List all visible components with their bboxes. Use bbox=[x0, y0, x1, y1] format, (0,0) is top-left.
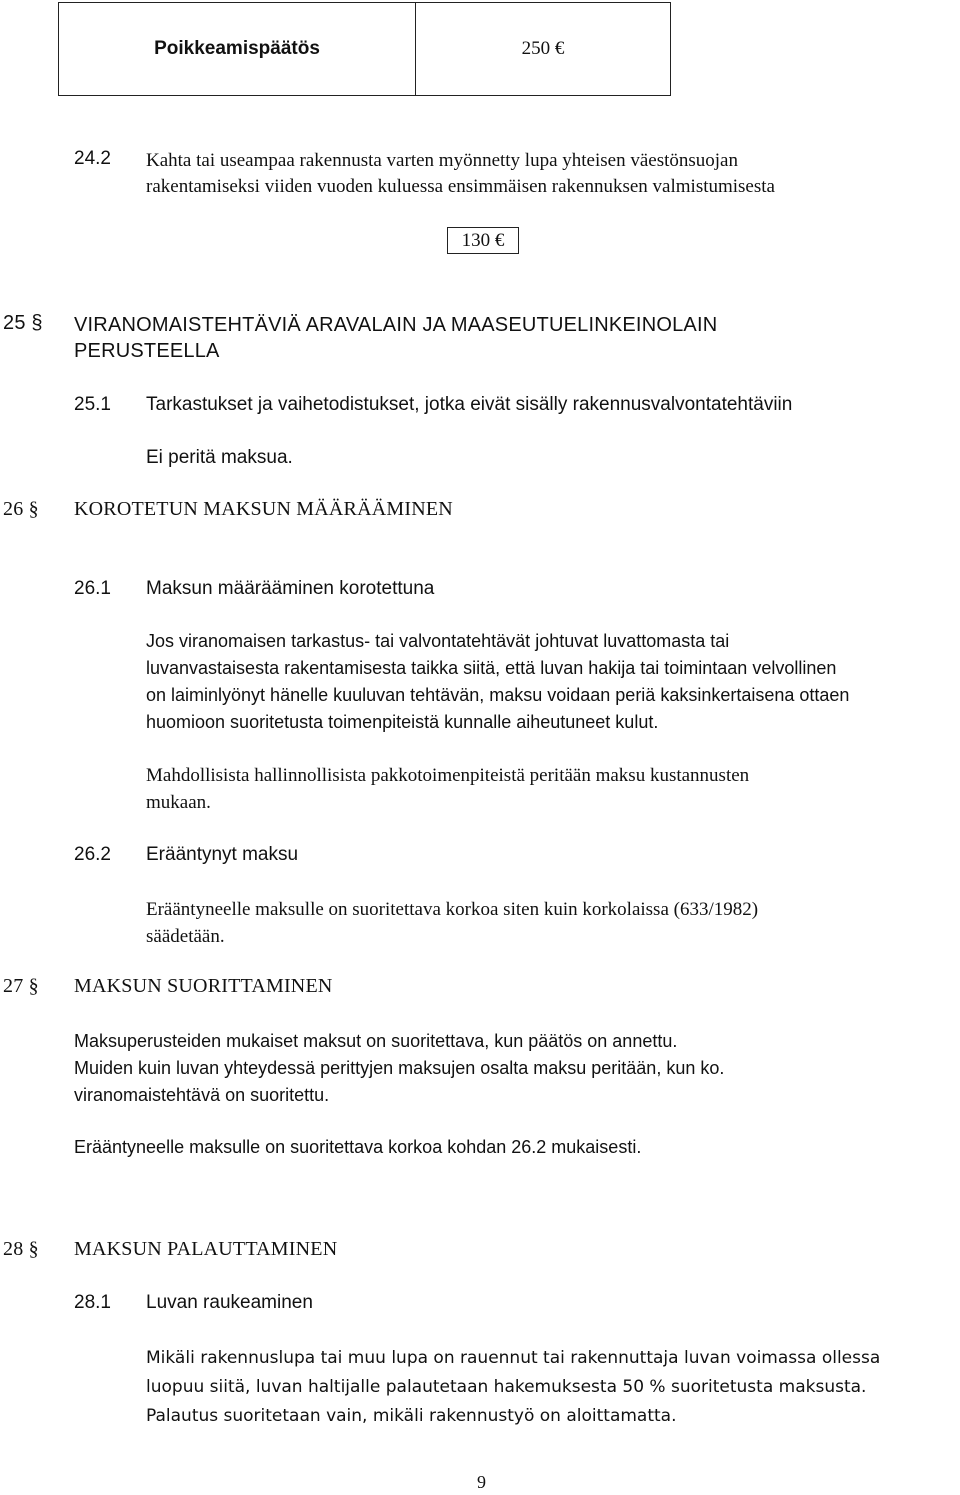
section-28-1-title: Luvan raukeaminen bbox=[146, 1292, 313, 1313]
section-25-heading bbox=[74, 311, 717, 340]
fee-table-title: Poikkeamispäätös bbox=[59, 3, 416, 95]
heading-line: PERUSTEELLA bbox=[74, 340, 220, 362]
section-26-2-paragraph bbox=[146, 896, 758, 950]
fee-table bbox=[58, 2, 671, 96]
section-26-1-title: Maksun määrääminen korotettuna bbox=[146, 578, 435, 599]
section-28-heading: MAKSUN PALAUTTAMINEN bbox=[74, 1238, 338, 1260]
section-28-1-paragraph bbox=[146, 1344, 880, 1431]
text-line: huomioon suoritetusta toimenpiteistä kunnalle aiheutuneet kulut. bbox=[146, 712, 659, 732]
text-line: Maksuperusteiden mukaiset maksut on suoritettava, kun päätös on annettu. bbox=[74, 1031, 678, 1051]
text-line: Jos viranomaisen tarkastus- tai valvontatehtävät johtuvat luvattomasta tai bbox=[146, 631, 730, 651]
section-number-27: 27 § bbox=[3, 975, 39, 997]
section-number-25-1: 25.1 bbox=[74, 394, 111, 415]
section-number-25: 25 § bbox=[3, 312, 43, 334]
section-number-26-2: 26.2 bbox=[74, 844, 111, 865]
text-line: Erääntyneelle maksulle on suoritettava korkoa siten kuin korkolaissa (633/1982) bbox=[146, 899, 759, 920]
section-number-24-2: 24.2 bbox=[74, 148, 111, 169]
text-line: luopuu siitä, luvan haltijalle palautetaan hakemuksesta 50 % suoritetusta maksusta. bbox=[146, 1377, 867, 1397]
page-number: 9 bbox=[477, 1472, 486, 1492]
text-line: viranomaistehtävä on suoritettu. bbox=[74, 1085, 330, 1105]
section-number-28: 28 § bbox=[3, 1238, 39, 1260]
text-line: Muiden kuin luvan yhteydessä perittyjen maksujen osalta maksu peritään, kun ko. bbox=[74, 1058, 725, 1078]
section-25-1-text: Ei peritä maksua. bbox=[146, 447, 293, 468]
section-27-paragraph-2: Erääntyneelle maksulle on suoritettava korkoa kohdan 26.2 mukaisesti. bbox=[74, 1137, 642, 1157]
section-number-28-1: 28.1 bbox=[74, 1292, 111, 1313]
text-line: säädetään. bbox=[146, 926, 225, 947]
section-25-1-title: Tarkastukset ja vaihetodistukset, jotka eivät sisälly rakennusvalvontatehtäviin bbox=[146, 394, 793, 415]
section-27-paragraph bbox=[74, 1028, 724, 1109]
text-line: rakentamiseksi viiden vuoden kuluessa ensimmäisen rakennuksen valmistumisesta bbox=[146, 176, 775, 197]
fee-table-price: 250 € bbox=[521, 38, 565, 59]
text-line: on laiminlyönyt hänelle kuuluvan tehtävän, maksu voidaan periä kaksinkertaisena ottaen bbox=[146, 685, 850, 705]
section-27-heading: MAKSUN SUORITTAMINEN bbox=[74, 975, 333, 997]
text-line: luvanvastaisesta rakentamisesta taikka siitä, että luvan hakija tai toimintaan velvollinen bbox=[146, 658, 837, 678]
text-line: Kahta tai useampaa rakennusta varten myönnetty lupa yhteisen väestönsuojan bbox=[146, 150, 738, 171]
section-number-26-1: 26.1 bbox=[74, 578, 111, 599]
text-line: Palautus suoritetaan vain, mikäli rakennustyö on aloittamatta. bbox=[146, 1406, 677, 1426]
section-24-2-text bbox=[146, 148, 775, 200]
section-26-2-title: Erääntynyt maksu bbox=[146, 844, 299, 865]
heading-line: VIRANOMAISTEHTÄVIÄ ARAVALAIN JA MAASEUTUELINKEINOLAIN bbox=[74, 314, 718, 336]
section-26-1-paragraph bbox=[146, 628, 849, 736]
text-line: Mahdollisista hallinnollisista pakkotoimenpiteistä peritään maksu kustannusten bbox=[146, 765, 750, 786]
section-26-heading: KOROTETUN MAKSUN MÄÄRÄÄMINEN bbox=[74, 498, 453, 520]
price-box: 130 € bbox=[447, 227, 519, 254]
section-number-26: 26 § bbox=[3, 498, 39, 520]
text-line: Mikäli rakennuslupa tai muu lupa on rauennut tai rakennuttaja luvan voimassa ollessa bbox=[146, 1348, 881, 1368]
section-26-1-paragraph-2 bbox=[146, 762, 749, 816]
text-line: mukaan. bbox=[146, 792, 211, 813]
